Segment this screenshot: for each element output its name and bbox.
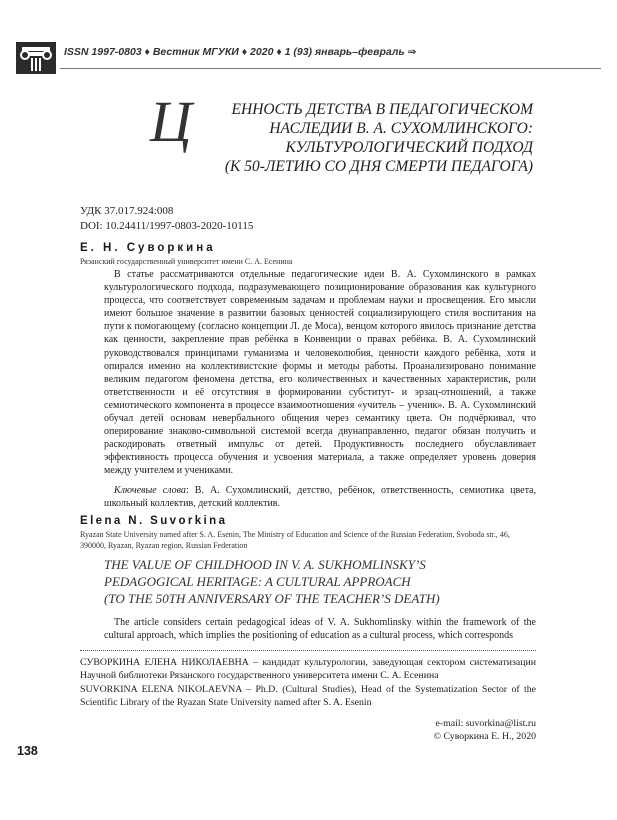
article-title-en [104, 556, 440, 607]
title-line: НАСЛЕДИИ В. А. СУХОМЛИНСКОГО: [269, 120, 533, 137]
abstract-ru [104, 268, 536, 510]
title-drop-cap: Ц [150, 89, 192, 154]
author-footnote [80, 656, 536, 709]
title-en-line: (TO THE 50TH ANNIVERSARY OF THE TEACHER’S DEATH) [104, 591, 440, 606]
keywords-list: : В. А. Сухомлинский, детство, ребёнок, ответственность, семиотика цвета, школьный коллектив, детский коллектив. [104, 484, 536, 509]
keywords [104, 484, 536, 510]
footnote-en: SUVORKINA ELENA NIKOLAEVNA – Ph.D. (Cultural Studies), Head of the Systematization Sector of the Scientific Library of the Ryazan State University named after S. A. Esenin [80, 684, 536, 708]
page-number: 138 [17, 744, 38, 758]
title-line: ЕННОСТЬ ДЕТСТВА В ПЕДАГОГИЧЕСКОМ [231, 101, 533, 118]
abstract-en-text: The article considers certain pedagogical ideas of V. A. Sukhomlinsky within the framework of the cultural approach, which implies the positioning of education as a cultural process, which corresponds [104, 617, 536, 642]
abstract-text: В статье рассматриваются отдельные педагогические идеи В. А. Сухомлинского в рамках культурологического подхода, подразумевающего позиционирование образования как культурного процесса, что соответствует современным задачам и проблемам науки и просвещения. Его мысли имеют большое значение в развитии базовых ценностей социализирующего стиля воспитания на пути к помогающему (согласно концепции Л. де Моса), венцом которого явилось признание детства как ценности, закрепление прав ребёнка в Конвенции о правах ребёнка. В. А. Сухомлинский руководствовался принципами гуманизма и человеколюбия, ценности каждого ребёнка, хотя и опирался именно на коллективистские формы и методы работы. Проанализировано понимание великим педагогом феномена детства, его количественных и качественных характеристик, роли ответственности и её отсутствия в формировании субститут- и эрзац-отношений, а также семиотического компонента в процессе взаимоотношения «учитель – ученик». В. А. Сухомлинский обучал детей основам невербального общения через семантику цвета. Он подчёркивал, что оперирование знаково-символьной системой всегда двунаправленно, педагог обязан получить и раскодировать ответный импульс от детей. Продуктивность последнего обуславливает эффективность процесса обучения и усвоения материала, а также определяет уровень доверия между учителем и учениками. [104, 269, 536, 477]
running-header [16, 42, 601, 76]
doi-code: DOI: 10.24411/1997-0803-2020-10115 [80, 220, 254, 232]
journal-line: ISSN 1997-0803 ♦ Вестник МГУКИ ♦ 2020 ♦ 1 (93) январь–февраль ⇒ [64, 46, 417, 58]
author-affiliation-en: Ryazan State University named after S. A. Esenin, The Ministry of Education and Science of the Russian Federation, Svoboda str., 46, 390000, Ryazan, Ryazan region, Russian Federation [80, 530, 510, 550]
title-line: (К 50-ЛЕТИЮ СО ДНЯ СМЕРТИ ПЕДАГОГА) [224, 158, 533, 175]
header-divider [60, 68, 601, 69]
column-capital-icon [16, 42, 56, 74]
title-en-line: PEDAGOGICAL HERITAGE: A CULTURAL APPROACH [104, 574, 411, 589]
footnote-ru: СУВОРКИНА ЕЛЕНА НИКОЛАЕВНА – кандидат культурологии, заведующая сектором систематизации Научной библиотеки Рязанского государственного университета имени С. А. Есенина [80, 657, 536, 681]
article-title [63, 100, 533, 176]
abstract-en [104, 616, 536, 642]
udk-code: УДК 37.017.924:008 [80, 205, 174, 217]
footnote-divider [80, 650, 536, 651]
author-contact [434, 717, 536, 743]
article-meta [80, 204, 253, 234]
author-name-en: Elena N. Suvorkina [80, 515, 228, 527]
title-en-line: THE VALUE OF CHILDHOOD IN V. A. SUKHOMLINSKY’S [104, 557, 426, 572]
title-line: КУЛЬТУРОЛОГИЧЕСКИЙ ПОДХОД [285, 139, 533, 156]
author-name-ru: Е. Н. Суворкина [80, 242, 216, 254]
author-affiliation-ru: Рязанский государственный университет имени С. А. Есенина [80, 257, 293, 266]
copyright: © Суворкина Е. Н., 2020 [433, 731, 536, 742]
email-link[interactable]: e-mail: suvorkina@list.ru [435, 718, 536, 729]
keywords-label: Ключевые слова [114, 484, 186, 496]
